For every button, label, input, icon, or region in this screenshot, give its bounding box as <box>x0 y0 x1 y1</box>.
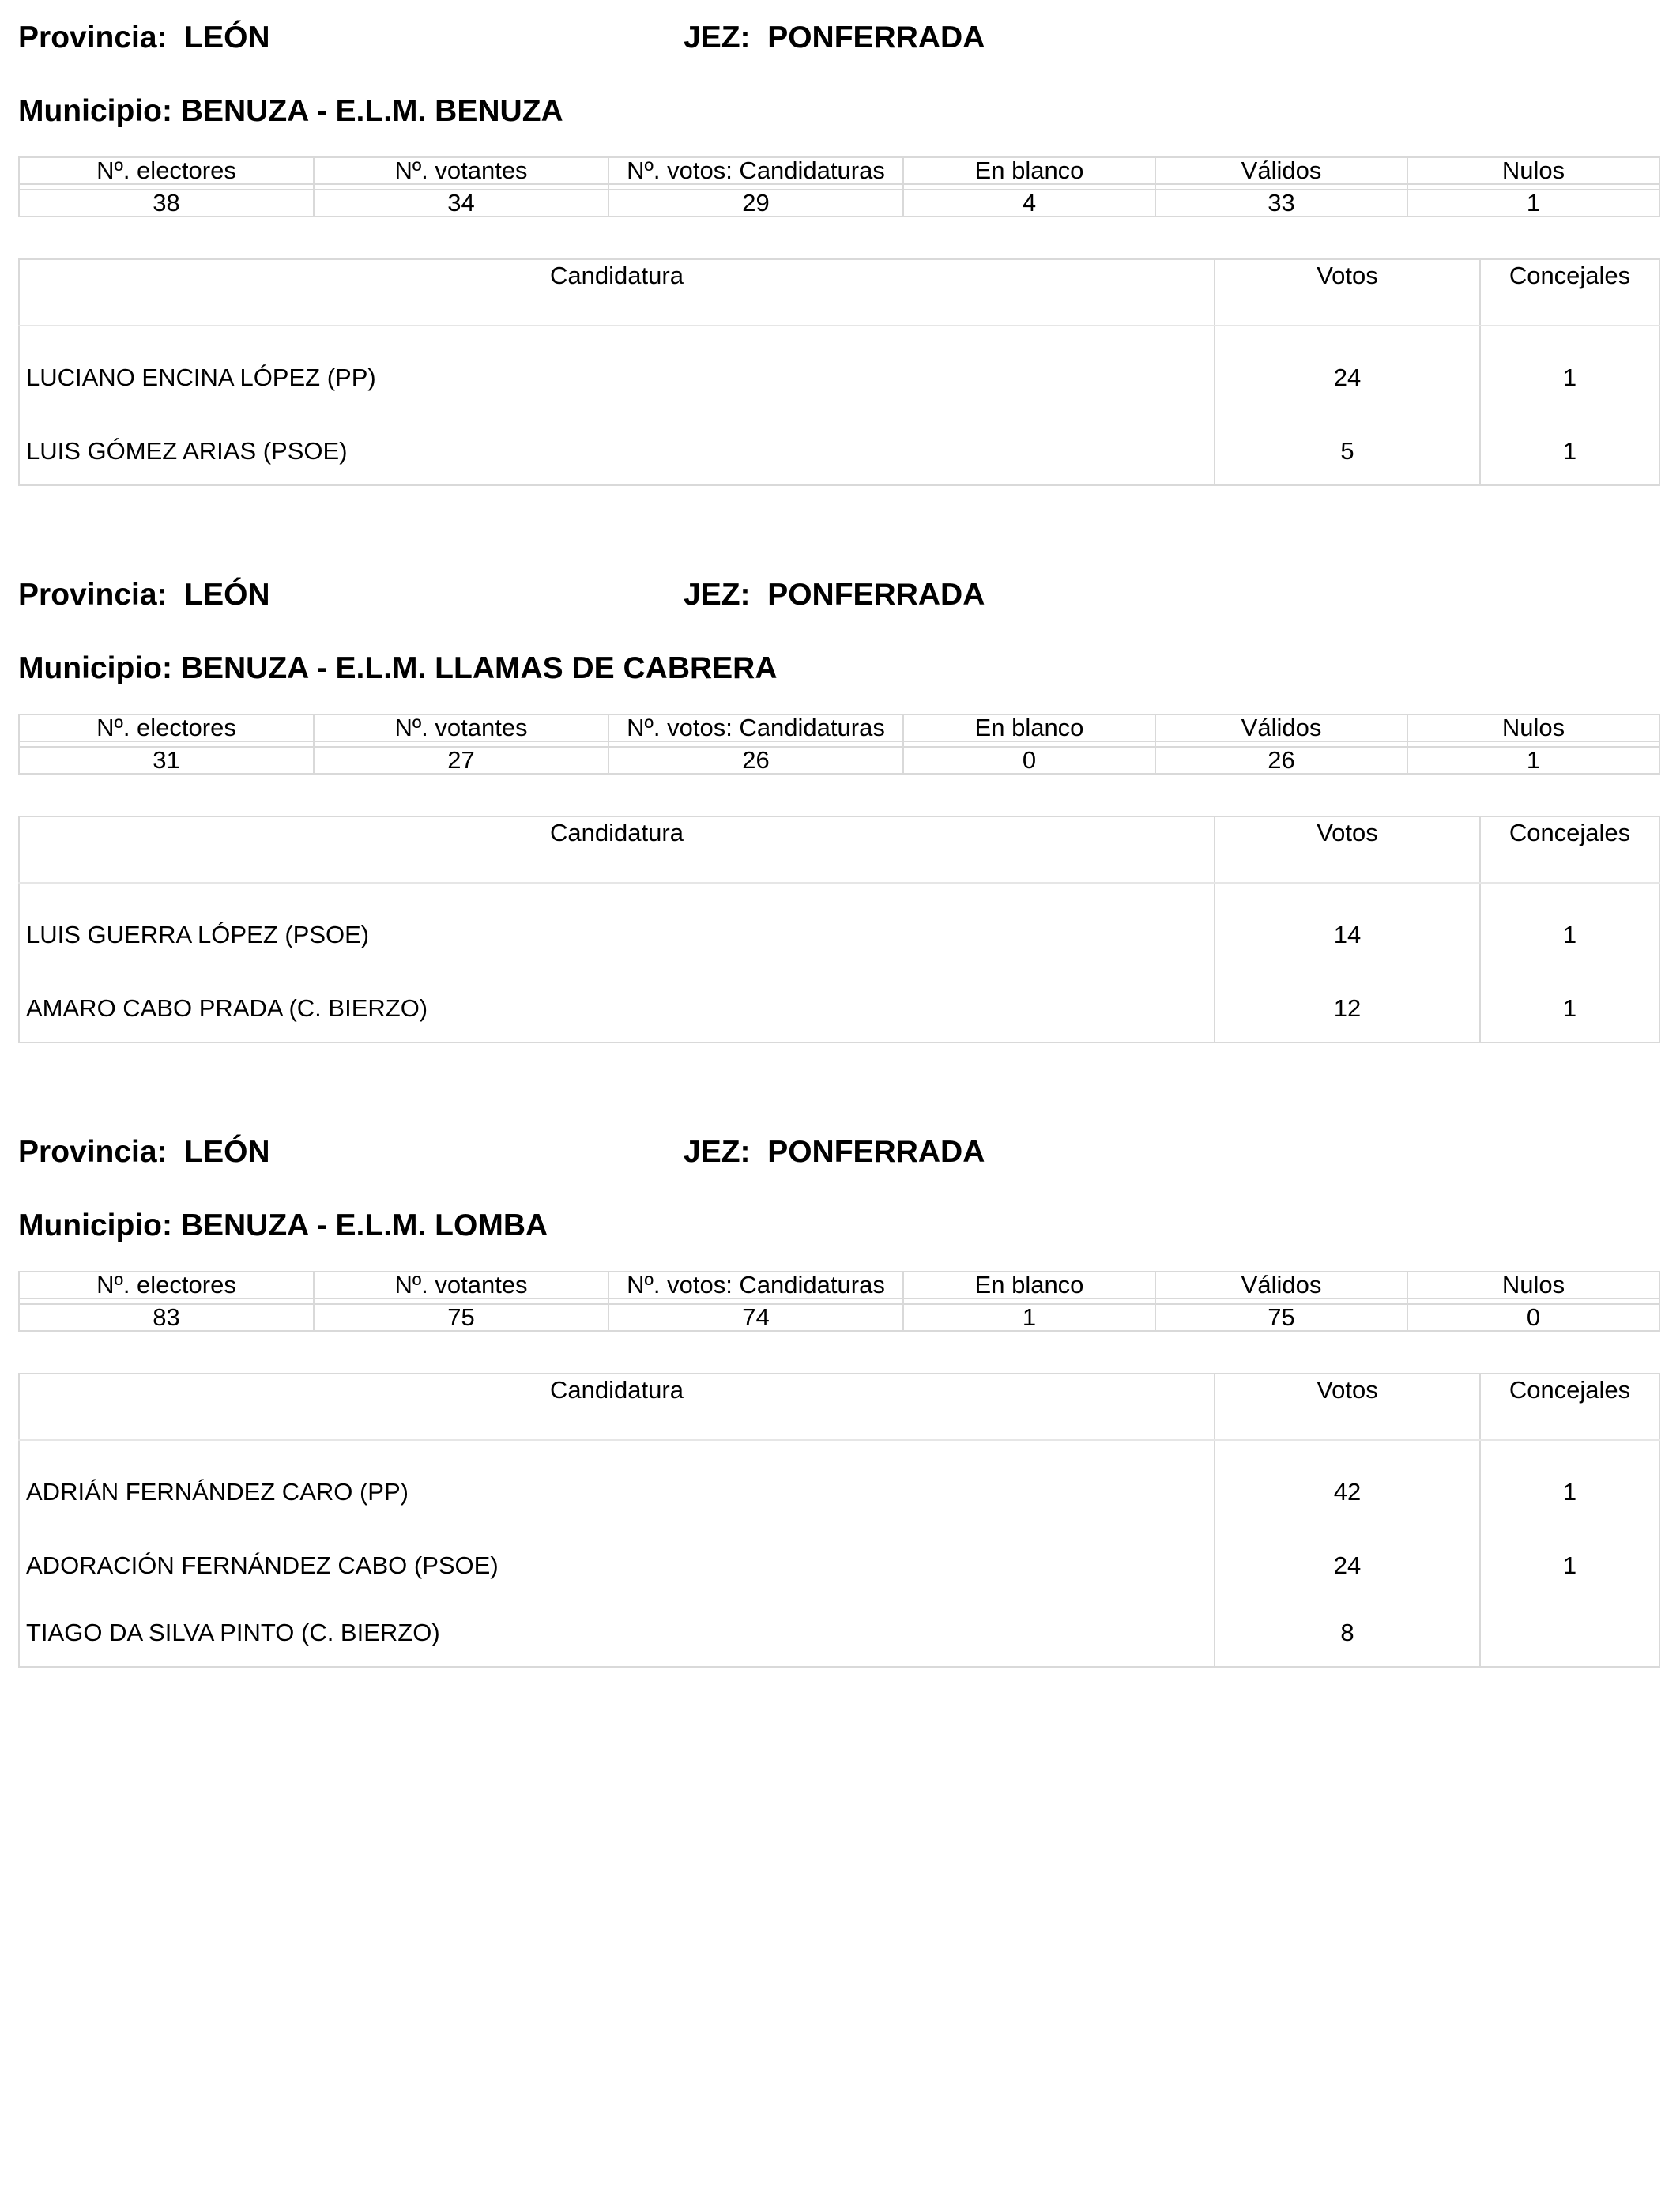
candidate-row <box>19 883 1659 974</box>
provincia-heading <box>18 16 270 60</box>
candidate-votos: 24 <box>1215 1532 1480 1599</box>
votantes-header: Nº. votantes <box>314 714 608 741</box>
municipio-heading <box>18 1204 548 1248</box>
votos-candidaturas-header: Nº. votos: Candidaturas <box>608 157 903 184</box>
municipio-value: BENUZA - E.L.M. LLAMAS DE CABRERA <box>180 651 778 685</box>
candidatura-header: Candidatura <box>19 1374 1215 1440</box>
candidates-header-row <box>19 1374 1659 1440</box>
gap-cell <box>608 741 903 747</box>
gap-cell <box>1407 1299 1659 1304</box>
nulos-value: 1 <box>1407 747 1659 774</box>
municipio-value: BENUZA - E.L.M. BENUZA <box>180 94 563 128</box>
summary-gap-row <box>19 741 1659 747</box>
candidate-concejales: 1 <box>1562 993 1577 1022</box>
gap-cell <box>314 184 608 190</box>
municipio-heading <box>18 647 778 691</box>
summary-table <box>18 1271 1660 1332</box>
concejales-header: Concejales <box>1480 259 1659 326</box>
validos-header: Válidos <box>1155 1272 1407 1299</box>
validos-value: 33 <box>1155 190 1407 217</box>
votos-candidaturas-value: 74 <box>608 1304 903 1331</box>
gap-cell <box>903 1299 1155 1304</box>
candidate-concejales: 1 <box>1562 1478 1577 1506</box>
nulos-value: 1 <box>1407 190 1659 217</box>
en-blanco-header: En blanco <box>903 157 1155 184</box>
gap-cell <box>1407 184 1659 190</box>
candidate-concejales: 1 <box>1562 436 1577 465</box>
votos-header: Votos <box>1215 259 1480 326</box>
jez-heading <box>684 1130 985 1174</box>
gap-cell <box>903 184 1155 190</box>
validos-value: 75 <box>1155 1304 1407 1331</box>
section-header <box>18 1130 1659 1174</box>
candidates-header-row <box>19 816 1659 883</box>
nulos-header: Nulos <box>1407 1272 1659 1299</box>
gap-cell <box>314 741 608 747</box>
municipio-heading <box>18 89 563 134</box>
municipio-label: Municipio: <box>18 651 172 685</box>
gap-cell <box>1155 741 1407 747</box>
municipio-label: Municipio: <box>18 1208 172 1242</box>
candidate-row <box>19 1599 1659 1667</box>
concejales-header: Concejales <box>1480 1374 1659 1440</box>
gap-cell <box>1407 741 1659 747</box>
votos-candidaturas-value: 29 <box>608 190 903 217</box>
electores-value: 31 <box>19 747 314 774</box>
electores-value: 38 <box>19 190 314 217</box>
jez-value: PONFERRADA <box>767 1135 985 1169</box>
gap-cell <box>314 1299 608 1304</box>
nulos-header: Nulos <box>1407 714 1659 741</box>
candidate-row <box>19 1440 1659 1532</box>
candidates-table <box>18 816 1660 1043</box>
en-blanco-value: 0 <box>903 747 1155 774</box>
electores-header: Nº. electores <box>19 1272 314 1299</box>
summary-values-row <box>19 1304 1659 1331</box>
jez-label: JEZ: <box>684 21 751 55</box>
validos-header: Válidos <box>1155 714 1407 741</box>
summary-header-row <box>19 714 1659 741</box>
jez-label: JEZ: <box>684 1135 751 1169</box>
provincia-value: LEÓN <box>184 21 270 55</box>
votos-header: Votos <box>1215 816 1480 883</box>
provincia-label: Provincia: <box>18 578 168 612</box>
provincia-heading <box>18 573 270 617</box>
provincia-label: Provincia: <box>18 1135 168 1169</box>
candidate-concejales <box>1480 1599 1659 1667</box>
validos-header: Válidos <box>1155 157 1407 184</box>
summary-values-row <box>19 747 1659 774</box>
provincia-label: Provincia: <box>18 21 168 55</box>
municipality-section <box>18 1130 1659 1646</box>
candidates-table <box>18 1373 1660 1668</box>
candidate-row <box>19 1532 1659 1599</box>
electores-header: Nº. electores <box>19 157 314 184</box>
section-header <box>18 573 1659 617</box>
jez-label: JEZ: <box>684 578 751 612</box>
candidatura-header: Candidatura <box>19 816 1215 883</box>
summary-gap-row <box>19 184 1659 190</box>
provincia-heading <box>18 1130 270 1174</box>
votantes-value: 27 <box>314 747 608 774</box>
candidate-votos: 42 <box>1215 1440 1480 1532</box>
jez-heading <box>684 16 985 60</box>
gap-cell <box>19 184 314 190</box>
candidate-row <box>19 326 1659 417</box>
summary-table <box>18 714 1660 775</box>
provincia-value: LEÓN <box>184 578 270 612</box>
gap-cell <box>1155 184 1407 190</box>
jez-value: PONFERRADA <box>767 578 985 612</box>
votantes-header: Nº. votantes <box>314 1272 608 1299</box>
summary-gap-row <box>19 1299 1659 1304</box>
jez-heading <box>684 573 985 617</box>
votos-header: Votos <box>1215 1374 1480 1440</box>
candidate-concejales: 1 <box>1562 364 1577 391</box>
validos-value: 26 <box>1155 747 1407 774</box>
summary-header-row <box>19 157 1659 184</box>
electores-header: Nº. electores <box>19 714 314 741</box>
candidate-votos: 5 <box>1215 417 1480 485</box>
candidate-row <box>19 417 1659 485</box>
candidate-row <box>19 974 1659 1042</box>
candidate-votos: 24 <box>1215 326 1480 417</box>
electores-value: 83 <box>19 1304 314 1331</box>
candidatura-header: Candidatura <box>19 259 1215 326</box>
summary-table <box>18 156 1660 217</box>
nulos-value: 0 <box>1407 1304 1659 1331</box>
jez-value: PONFERRADA <box>767 21 985 55</box>
en-blanco-value: 1 <box>903 1304 1155 1331</box>
nulos-header: Nulos <box>1407 157 1659 184</box>
votantes-header: Nº. votantes <box>314 157 608 184</box>
gap-cell <box>19 1299 314 1304</box>
candidate-votos: 8 <box>1215 1599 1480 1667</box>
candidate-name: TIAGO DA SILVA PINTO (C. BIERZO) <box>19 1599 1215 1667</box>
votos-candidaturas-header: Nº. votos: Candidaturas <box>608 1272 903 1299</box>
gap-cell <box>608 184 903 190</box>
summary-header-row <box>19 1272 1659 1299</box>
en-blanco-header: En blanco <box>903 714 1155 741</box>
candidate-name: ADORACIÓN FERNÁNDEZ CABO (PSOE) <box>19 1532 1215 1599</box>
municipio-value: BENUZA - E.L.M. LOMBA <box>180 1208 548 1242</box>
provincia-value: LEÓN <box>184 1135 270 1169</box>
gap-cell <box>903 741 1155 747</box>
candidate-concejales: 1 <box>1562 1551 1577 1579</box>
candidate-votos: 14 <box>1215 883 1480 974</box>
municipality-section <box>18 16 1659 465</box>
en-blanco-value: 4 <box>903 190 1155 217</box>
gap-cell <box>1155 1299 1407 1304</box>
candidate-name: ADRIÁN FERNÁNDEZ CARO (PP) <box>19 1440 1215 1532</box>
concejales-header: Concejales <box>1480 816 1659 883</box>
gap-cell <box>19 741 314 747</box>
candidate-votos: 12 <box>1215 974 1480 1042</box>
gap-cell <box>608 1299 903 1304</box>
section-header <box>18 16 1659 60</box>
summary-values-row <box>19 190 1659 217</box>
votantes-value: 75 <box>314 1304 608 1331</box>
candidate-name: AMARO CABO PRADA (C. BIERZO) <box>19 974 1215 1042</box>
votos-candidaturas-value: 26 <box>608 747 903 774</box>
candidate-name: LUIS GÓMEZ ARIAS (PSOE) <box>19 417 1215 485</box>
candidate-name: LUCIANO ENCINA LÓPEZ (PP) <box>19 326 1215 417</box>
candidate-concejales: 1 <box>1562 921 1577 948</box>
candidates-table <box>18 258 1660 486</box>
votantes-value: 34 <box>314 190 608 217</box>
votos-candidaturas-header: Nº. votos: Candidaturas <box>608 714 903 741</box>
municipality-section <box>18 573 1659 1022</box>
municipio-label: Municipio: <box>18 94 172 128</box>
candidate-name: LUIS GUERRA LÓPEZ (PSOE) <box>19 883 1215 974</box>
en-blanco-header: En blanco <box>903 1272 1155 1299</box>
candidates-header-row <box>19 259 1659 326</box>
